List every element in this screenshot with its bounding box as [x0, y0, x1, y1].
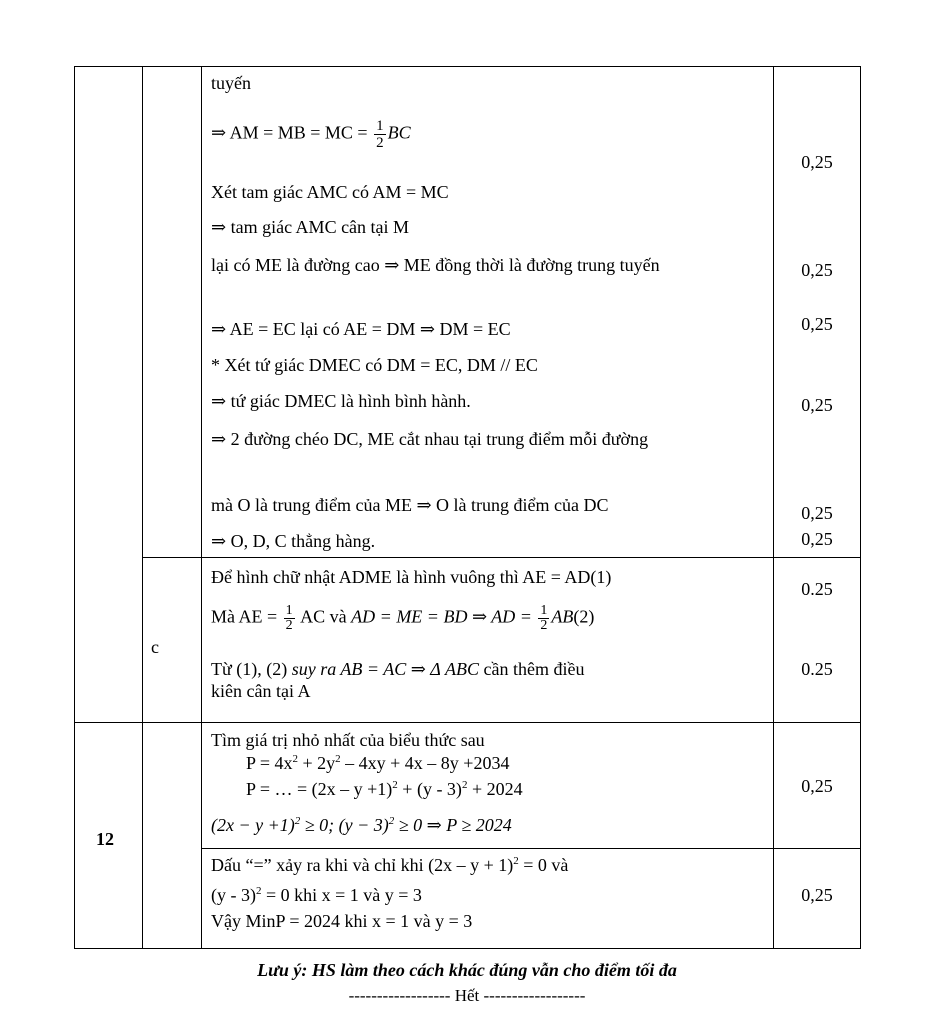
score-cell: 0.25	[801, 659, 833, 679]
content-line: ⇒ 2 đường chéo DC, ME cắt nhau tại trung điểm mỗi đường	[211, 429, 649, 449]
superscript: 2	[294, 815, 301, 827]
row-divider-12	[74, 722, 861, 723]
text-span: Dấu “=” xảy ra khi và chỉ khi (2x – y + 1)	[211, 855, 514, 875]
row-divider-12b	[201, 848, 861, 849]
content-line: * Xét tứ giác DMEC có DM = EC, DM // EC	[211, 355, 538, 375]
superscript: 2	[392, 779, 398, 791]
math-span: AB	[551, 606, 574, 627]
score-cell: 0,25	[801, 152, 833, 172]
content-line: ⇒ tứ giác DMEC là hình bình hành.	[211, 391, 471, 411]
table-border-right	[860, 66, 861, 949]
score-cell: 0,25	[801, 314, 833, 334]
math-span: ≥ 0 ⇒ P ≥ 2024	[394, 815, 512, 835]
superscript: 2	[335, 753, 341, 765]
text-span: Từ (1), (2)	[211, 659, 292, 679]
end-marker: ------------------ Hết ------------------	[348, 986, 586, 1005]
content-line-fraction	[211, 118, 411, 151]
content-line	[211, 884, 422, 906]
math-span: (2x − y +1)	[211, 815, 295, 835]
score-cell: 0.25	[801, 579, 833, 599]
fraction-prefix: ⇒ AM = MB = MC =	[211, 122, 373, 143]
fraction-denominator: 2	[285, 618, 293, 633]
superscript: 2	[255, 885, 262, 897]
fraction-one-half	[538, 604, 549, 633]
superscript: 2	[388, 815, 395, 827]
math-span: AD = ME = BD ⇒ AD =	[351, 606, 537, 627]
fraction-suffix: BC	[387, 122, 411, 143]
table-col-line-1	[142, 66, 143, 949]
text-span: + (y - 3)	[397, 779, 462, 799]
score-cell: 0,25	[801, 776, 833, 796]
superscript: 2	[292, 753, 298, 765]
content-line	[211, 658, 585, 680]
content-line: Xét tam giác AMC có AM = MC	[211, 182, 449, 202]
fraction-denominator: 2	[376, 135, 384, 151]
content-line: Để hình chữ nhật ADME là hình vuông thì AE = AD(1)	[211, 567, 612, 587]
table-border-left	[74, 66, 75, 949]
score-cell: 0,25	[801, 529, 833, 549]
content-line	[246, 752, 509, 774]
score-cell: 0,25	[801, 395, 833, 415]
text-span: cần thêm điều	[479, 659, 585, 679]
text-span: (y - 3)	[211, 885, 256, 905]
text-span: AC và	[296, 606, 352, 627]
table-border-top	[74, 66, 861, 67]
text-span: P = 4x	[246, 753, 293, 773]
score-cell: 0,25	[801, 503, 833, 523]
superscript: 2	[461, 779, 468, 791]
fraction-numerator: 1	[285, 603, 293, 618]
content-line: Vậy MinP = 2024 khi x = 1 và y = 3	[211, 911, 473, 931]
footer-note: Lưu ý: HS làm theo cách khác đúng vẫn cho điểm tối đa	[257, 960, 677, 980]
fraction-denominator: 2	[540, 618, 548, 633]
text-span: + 2024	[467, 779, 523, 799]
content-line: Tìm giá trị nhỏ nhất của biểu thức sau	[211, 730, 485, 750]
score-cell: 0,25	[801, 260, 833, 280]
row-divider-c	[142, 557, 861, 558]
math-span: ≥ 0; (y − 3)	[300, 815, 389, 835]
content-line	[246, 778, 523, 800]
fraction-one-half	[284, 604, 295, 633]
score-cell: 0,25	[801, 885, 833, 905]
content-line: kiên cân tại A	[211, 681, 311, 701]
content-line: ⇒ O, D, C thẳng hàng.	[211, 531, 376, 551]
content-line: lại có ME là đường cao ⇒ ME đồng thời là đường trung tuyến	[211, 255, 660, 275]
fraction-numerator: 1	[376, 118, 384, 134]
part-c-label: c	[151, 637, 159, 657]
fraction-one-half	[374, 118, 386, 151]
text-span: P = … = (2x – y +1)	[246, 779, 393, 799]
content-line	[211, 814, 512, 836]
question-number: 12	[96, 829, 114, 849]
text-span: (2)	[573, 606, 595, 627]
superscript: 2	[513, 855, 519, 867]
content-line: ⇒ tam giác AMC cân tại M	[211, 217, 410, 237]
text-span: = 0 khi x = 1 và y = 3	[261, 885, 422, 905]
text-span: Mà AE =	[211, 606, 282, 627]
table-border-bottom	[74, 948, 861, 949]
content-line	[211, 854, 568, 876]
text-span: = 0 và	[518, 855, 569, 875]
content-line: mà O là trung điểm của ME ⇒ O là trung điểm của DC	[211, 495, 609, 515]
math-span: suy ra AB = AC ⇒ Δ ABC	[291, 659, 480, 679]
content-line: tuyến	[211, 73, 251, 93]
content-line-fraction	[211, 604, 594, 633]
table-col-line-2	[201, 66, 202, 949]
content-line: ⇒ AE = EC lại có AE = DM ⇒ DM = EC	[211, 319, 511, 339]
text-span: – 4xy + 4x – 8y +2034	[340, 753, 510, 773]
text-span: + 2y	[298, 753, 336, 773]
fraction-numerator: 1	[540, 603, 548, 618]
